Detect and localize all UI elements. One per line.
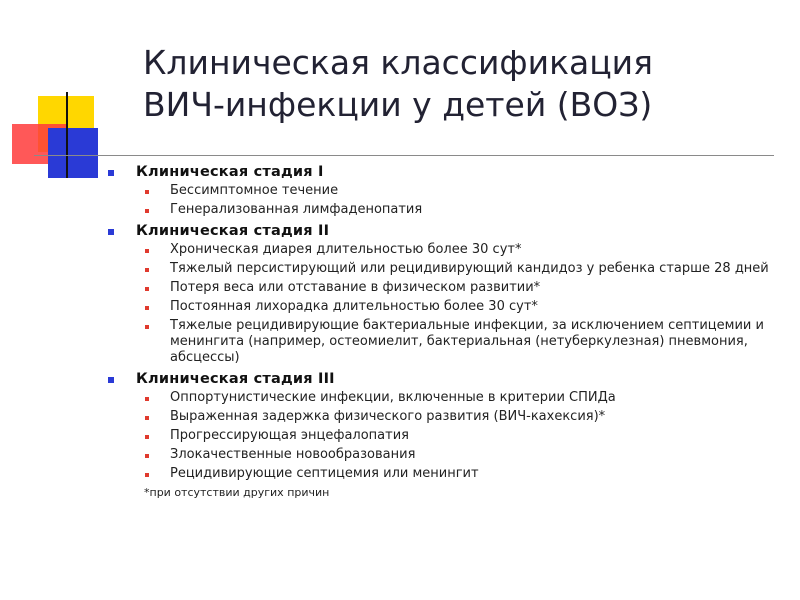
stage-2-list <box>108 242 788 366</box>
stage-heading-2 <box>108 221 788 241</box>
stage-1-list <box>108 183 788 218</box>
list-item-text: Бессимптомное течение <box>170 183 339 198</box>
footnote: *при отсутствии других причин <box>144 486 330 499</box>
list-item <box>108 299 788 315</box>
list-item <box>108 202 788 218</box>
square-bullet-icon <box>108 377 114 383</box>
square-bullet-icon <box>108 229 114 235</box>
square-bullet-icon <box>145 325 149 329</box>
list-item <box>108 409 788 425</box>
list-item-text: Постоянная лихорадка длительностью более 30 сут* <box>170 299 538 314</box>
list-item-text: Злокачественные новообразования <box>170 447 416 462</box>
square-bullet-icon <box>145 473 149 477</box>
list-item <box>108 390 788 406</box>
list-item <box>108 261 788 277</box>
square-bullet-icon <box>145 454 149 458</box>
square-bullet-icon <box>145 435 149 439</box>
list-item <box>108 318 788 366</box>
list-item-text: Рецидивирующие септицемия или менингит <box>170 466 479 481</box>
list-item-text: Потеря веса или отставание в физическом развитии* <box>170 280 541 295</box>
stage-heading-text: Клиническая стадия III <box>136 371 335 387</box>
slide-content <box>108 162 788 500</box>
list-item <box>108 466 788 482</box>
list-item-text: Выраженная задержка физического развития (ВИЧ-кахексия)* <box>170 409 606 424</box>
square-bullet-icon <box>145 416 149 420</box>
slide-title-line-1: Клиническая классификация <box>143 43 653 82</box>
list-item-text: Прогрессирующая энцефалопатия <box>170 428 409 443</box>
list-item <box>108 280 788 296</box>
list-item-text: Оппортунистические инфекции, включенные в критерии СПИДа <box>170 390 616 405</box>
list-item <box>108 242 788 258</box>
list-item-text: Тяжелые рецидивирующие бактериальные инфекции, за исключением септицемии и менингита (например, остеомиелит, бактериальная (нетуберкулезная) пневмония, абсцессы) <box>170 318 764 365</box>
square-bullet-icon <box>145 209 149 213</box>
square-bullet-icon <box>108 170 114 176</box>
list-item-text: Тяжелый персистирующий или рецидивирующий кандидоз у ребенка старше 28 дней <box>170 261 769 276</box>
slide-title <box>143 42 763 126</box>
list-item-text: Генерализованная лимфаденопатия <box>170 202 423 217</box>
stage-heading-text: Клиническая стадия II <box>136 223 330 239</box>
square-bullet-icon <box>145 306 149 310</box>
list-item-text: Хроническая диарея длительностью более 30 сут* <box>170 242 522 257</box>
stage-3-list <box>108 390 788 482</box>
stage-heading-text: Клиническая стадия I <box>136 164 324 180</box>
square-bullet-icon <box>145 268 149 272</box>
square-bullet-icon <box>145 190 149 194</box>
list-item <box>108 183 788 199</box>
stage-heading-3 <box>108 369 788 389</box>
square-bullet-icon <box>145 249 149 253</box>
title-divider <box>34 155 774 156</box>
stage-heading-1 <box>108 162 788 182</box>
list-item <box>108 428 788 444</box>
slide-title-line-2: ВИЧ-инфекции у детей (ВОЗ) <box>143 85 653 124</box>
square-bullet-icon <box>145 287 149 291</box>
list-item <box>108 447 788 463</box>
square-bullet-icon <box>145 397 149 401</box>
